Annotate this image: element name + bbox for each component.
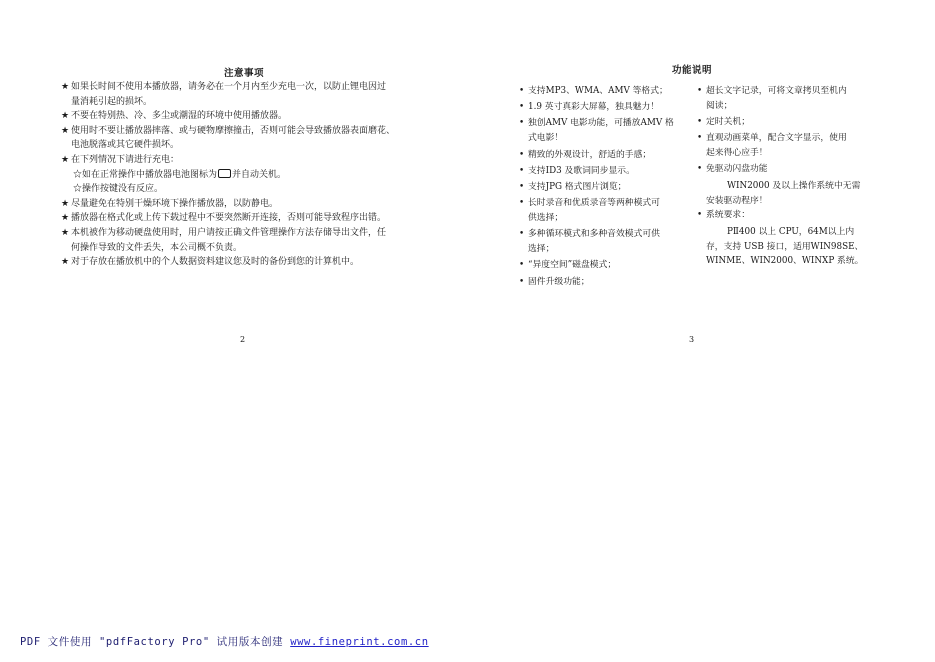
feature-item [697,115,872,130]
footer-text: PDF 文件使用 "pdfFactory Pro" 试用版本创建 [20,636,291,648]
sub-item [61,168,433,183]
notice-item [61,255,433,270]
feature-item [519,196,684,226]
star-icon: ★ [61,154,70,165]
feature-line: 阅读； [706,100,733,111]
notice-line: 不要在特别热、冷、多尘或潮湿的环境中使用播放器。 [71,111,288,122]
feature-item [519,148,684,163]
bullet-icon: • [697,164,703,175]
notice-item [61,80,433,109]
feature-item [519,275,684,290]
notice-item [61,197,433,212]
feature-line: 支持MP3、WMA、AMV 等格式； [528,86,668,96]
notices-list [61,80,433,270]
feature-line: 支持ID3 及歌词同步显示。 [528,165,635,176]
notices-heading: 注意事项 [224,68,265,79]
feature-item [519,180,684,195]
bullet-icon: • [519,198,525,209]
bullet-icon: • [519,276,525,287]
feature-item [519,258,684,273]
page-number: 2 [240,335,246,344]
notice-line: 量消耗引起的损坏。 [71,96,153,107]
star-icon: ★ [61,198,70,209]
bullet-icon: • [519,86,525,96]
notice-line: 在下列情况下请进行充电： [71,154,180,165]
features-heading: 功能说明 [672,65,713,76]
feature-item [519,227,684,257]
bullet-icon: • [519,181,525,192]
bullet-icon: • [519,165,525,176]
page-number: 3 [689,335,695,344]
feature-line: 精致的外观设计，舒适的手感； [528,149,652,160]
feature-line: 独创AMV 电影功能，可播放AMV 格 [528,118,674,129]
features-column-1 [519,84,684,291]
feature-line: 支持JPG 格式图片浏览； [528,181,627,192]
feature-item [519,164,684,179]
notice-line: 如果长时间不使用本播放器，请务必在一个月内至少充电一次，以防止锂电因过 [71,82,387,92]
notice-line: 对于存放在播放机中的个人数据资料建议您及时的备份到您的计算机中。 [71,257,360,268]
system-requirements-line: PⅡ400 以上 CPU，64M以上内 [727,226,855,237]
feature-item [697,131,872,161]
notice-item [61,124,433,153]
notice-line: 播放器在格式化或上传下载过程中不要突然断开连接，否则可能导致程序出错。 [71,213,387,224]
pdf-footer [20,634,429,649]
battery-icon [218,169,231,178]
bullet-icon: • [519,102,525,113]
feature-line: 定时关机； [706,117,750,128]
notice-line: 何操作导致的文件丢失，本公司概不负责。 [71,242,243,253]
notice-line: 尽量避免在特别干燥环境下操作播放器，以防静电。 [71,198,279,209]
feature-line: 起来得心应手！ [706,148,768,159]
star-icon: ★ [61,125,70,136]
bullet-icon: • [519,118,525,129]
feature-note: WIN2000 及以上操作系统中无需 [727,180,861,191]
sub-item-text: 并自动关机。 [232,169,287,180]
feature-line: 固件升级功能； [528,276,590,287]
system-requirements-line: WINME、WIN2000、WINXP 系统。 [706,256,864,267]
feature-line: “异度空间”磁盘模式； [528,260,617,271]
feature-item [697,84,872,114]
sub-item-text: ☆如在正常操作中播放器电池图标为 [73,169,218,180]
notice-line: 电池脱落或其它硬件损坏。 [71,140,180,151]
feature-line: 超长文字记录，可将文章拷贝至机内 [706,86,847,96]
notice-item [61,153,433,168]
notice-line: 本机被作为移动硬盘使用时，用户请按正确文件管理操作方法存储导出文件，任 [71,227,387,238]
bullet-icon: • [697,133,703,144]
feature-line: 系统要求： [706,210,750,221]
right-page [467,0,935,662]
notice-item [61,226,433,255]
bullet-icon: • [519,229,525,240]
feature-line: 式电影！ [528,133,564,144]
bullet-icon: • [697,210,703,221]
feature-item [519,84,684,99]
feature-item [697,162,872,177]
feature-line: 供选择； [528,213,564,224]
feature-item [519,100,684,115]
features-column-2 [697,84,872,269]
left-page [0,0,467,662]
sub-item: ☆操作按键没有反应。 [73,184,164,195]
notice-item [61,211,433,226]
bullet-icon: • [519,149,525,160]
bullet-icon: • [519,260,525,271]
notice-item [61,109,433,124]
notice-line: 使用时不要让播放器摔落、或与硬物摩擦撞击，否则可能会导致播放器表面磨花、 [71,125,396,136]
bullet-icon: • [697,117,703,128]
star-icon: ★ [61,257,70,268]
feature-line: 多种循环模式和多种音效模式可供 [528,229,660,240]
system-requirements-line: 存，支持 USB 接口，适用WIN98SE、 [706,241,864,252]
feature-line: 免驱动闪盘功能 [706,164,768,175]
feature-line: 直观动画菜单，配合文字显示，使用 [706,133,847,144]
feature-item [519,116,684,146]
feature-line: 选择； [528,244,555,255]
bullet-icon: • [697,86,703,96]
feature-line: 长时录音和优质录音等两种模式可 [528,198,660,209]
feature-note: 安装驱动程序！ [706,195,768,206]
footer-link[interactable]: www.fineprint.com.cn [290,636,429,648]
feature-item [697,208,872,223]
star-icon: ★ [61,227,70,238]
star-icon: ★ [61,82,70,92]
star-icon: ★ [61,213,70,224]
star-icon: ★ [61,111,70,122]
feature-line: 1.9 英寸真彩大屏幕，独具魅力！ [528,102,660,113]
